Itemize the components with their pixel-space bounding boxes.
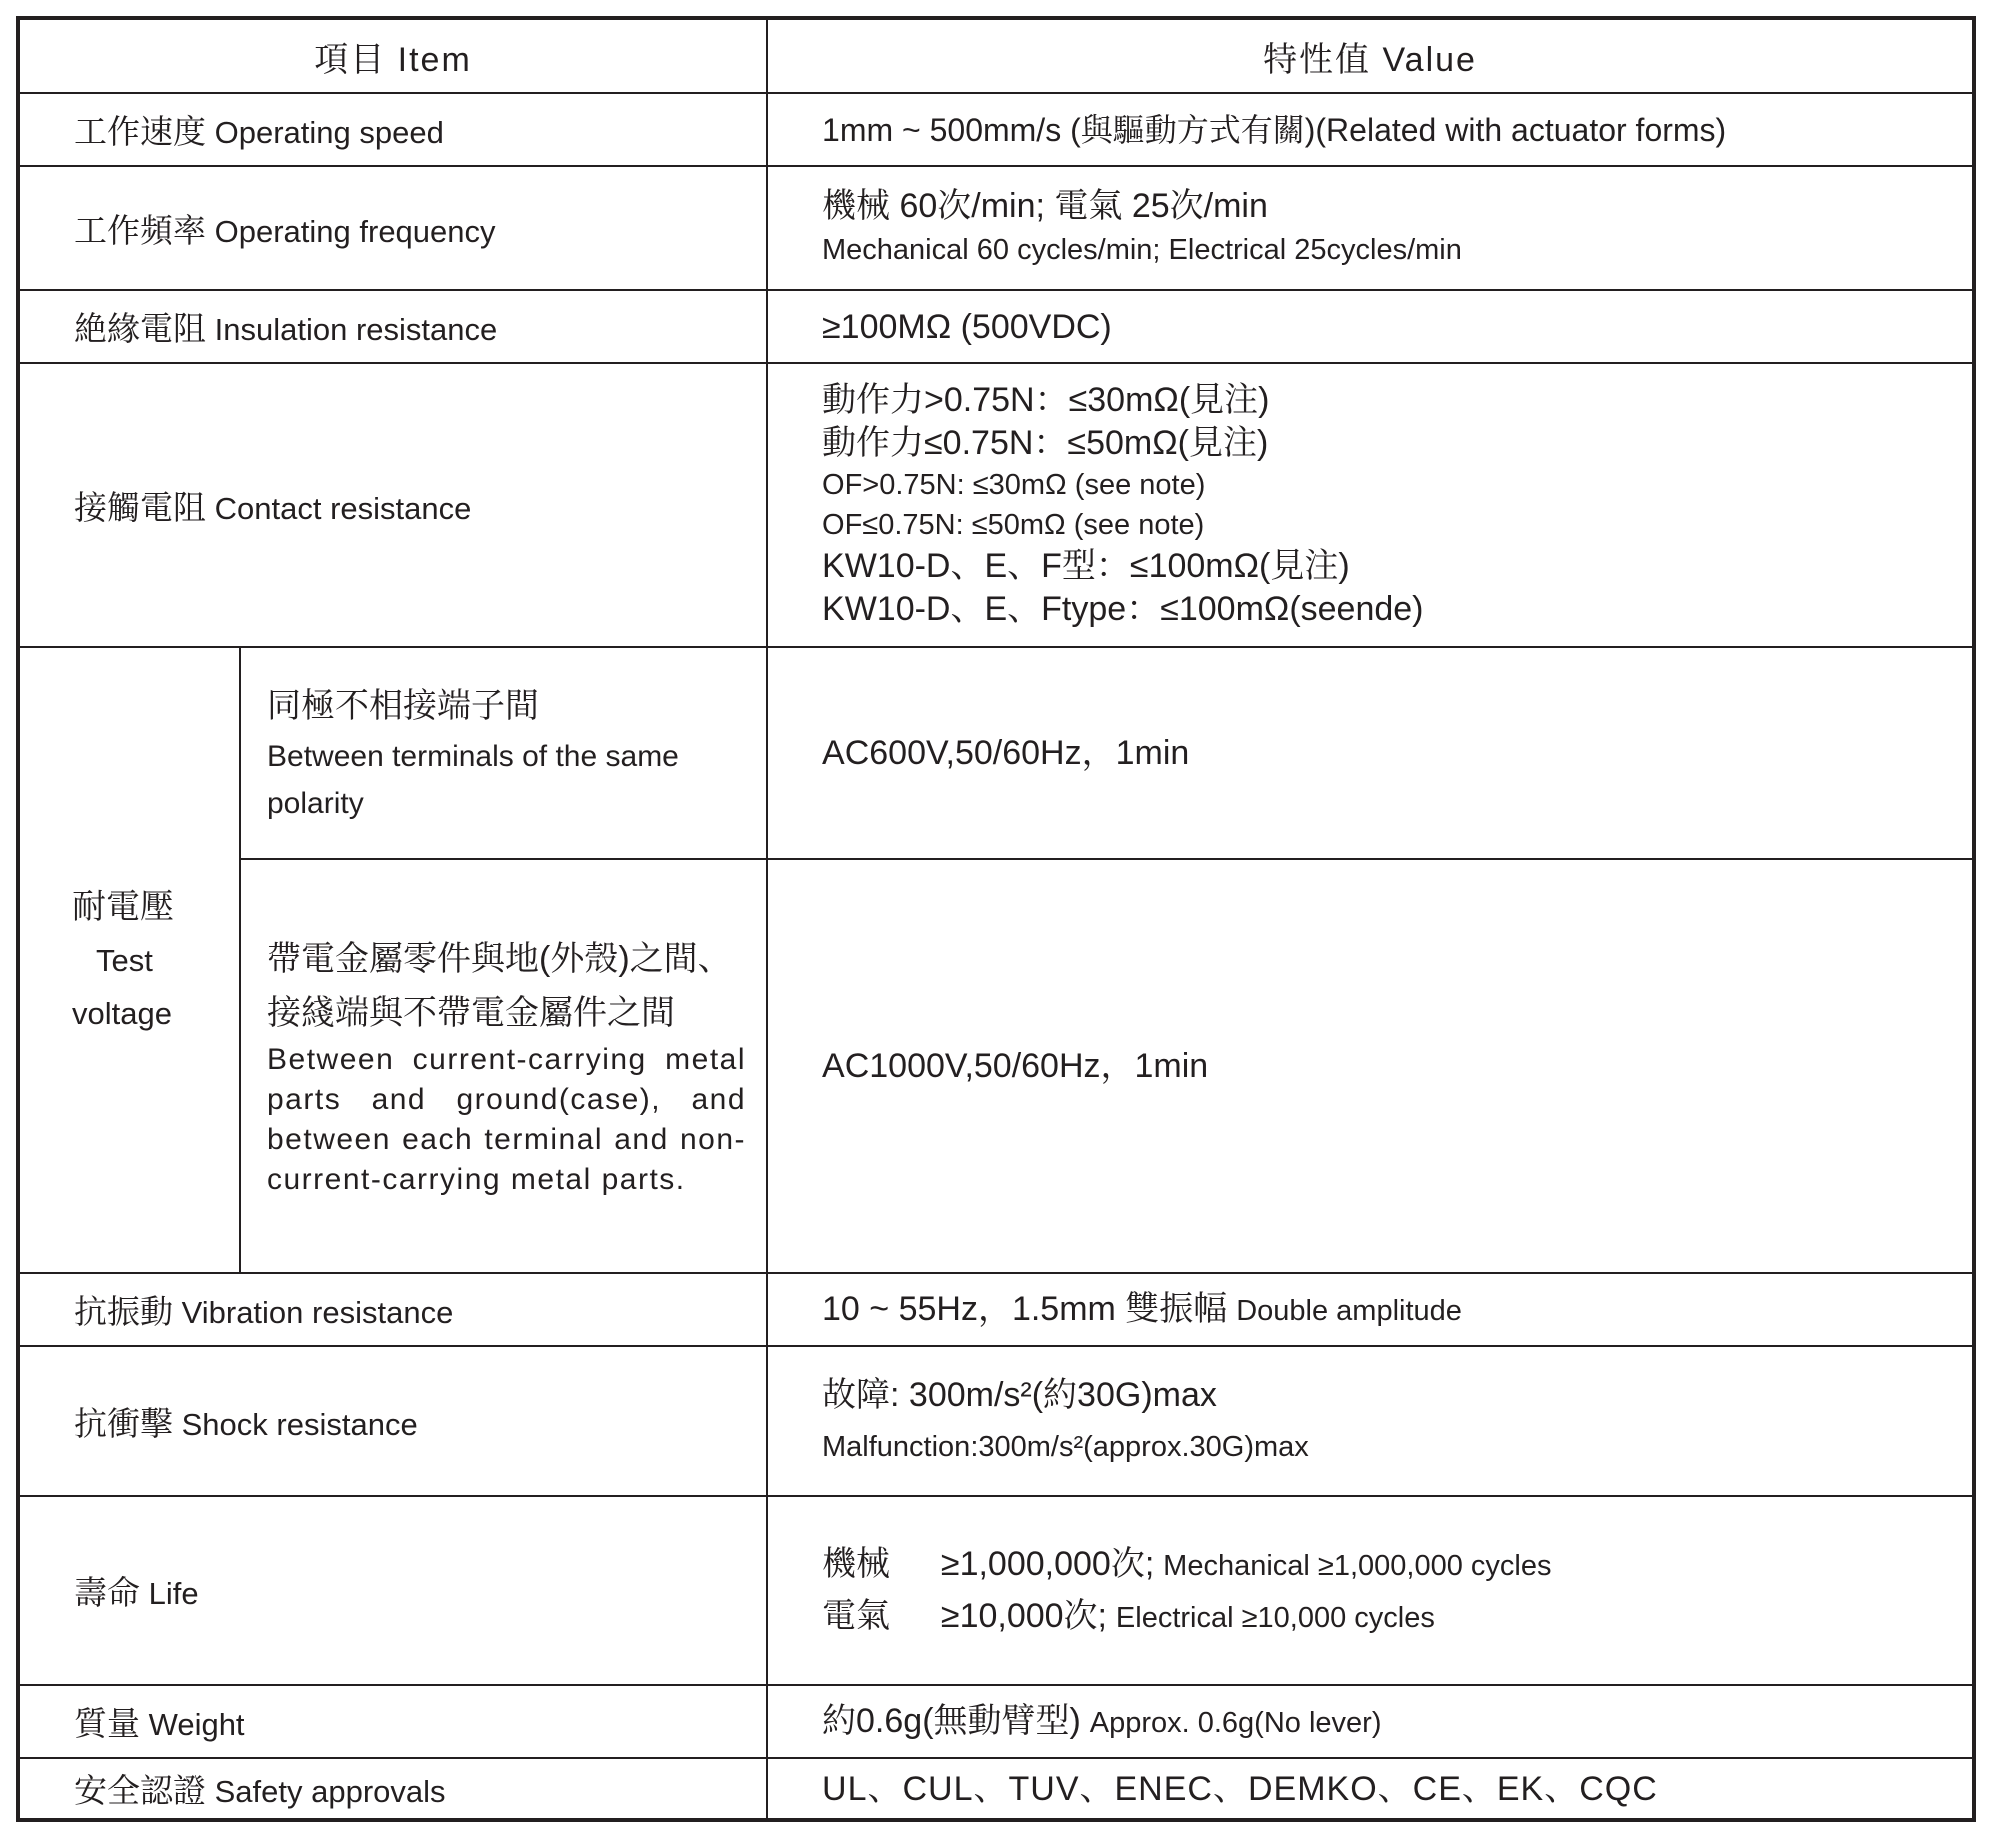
group-label-en: voltage [72,995,172,1031]
sub-item-zh: 接綫端與不帶電金屬件之間 [267,994,675,1032]
table-row [20,363,1972,647]
life-elec-value: ≥10,000次; [940,1596,1108,1635]
item-zh: 安全認證 [74,1772,206,1809]
value-cell [767,859,1972,1273]
value-line: 動作力>0.75N：≤30mΩ(見注) [822,381,1270,419]
item-zh: 抗振動 [74,1293,173,1330]
item-en: Operating frequency [214,213,496,249]
item-zh: 絶緣電阻 [74,310,206,347]
value-text: AC1000V,50/60Hz，1min [822,1047,1209,1085]
item-en: Insulation resistance [214,312,498,347]
item-en: Shock resistance [181,1406,418,1442]
value-line: 動作力≤0.75N：≤50mΩ(見注) [822,424,1269,462]
value-cell [767,290,1972,363]
table-row [20,1758,1972,1818]
value-line: KW10-D、E、F型：≤100mΩ(見注) [822,547,1350,585]
value-cell [767,363,1972,647]
spec-table-frame [16,16,1976,1822]
group-label-zh: 耐電壓 [72,887,174,926]
value-text: ≥100MΩ (500VDC) [822,307,1112,346]
value-cell [767,1758,1972,1818]
item-en: Operating speed [214,115,444,150]
test-voltage-label [20,647,240,1273]
table-row [20,859,1972,1273]
value-zh: 10 ~ 55Hz，1.5mm 雙振幅 [822,1289,1228,1328]
value-en: Malfunction:300m/s²(approx.30G)max [822,1431,1309,1463]
value-text: 1mm ~ 500mm/s (與驅動方式有關)(Related with actuator forms) [822,111,1727,148]
sub-item-cell [240,647,767,859]
item-en: Life [148,1576,199,1611]
header-item: 項目 Item [20,20,767,93]
value-line: OF≤0.75N: ≤50mΩ (see note) [822,509,1205,541]
value-cell [767,647,1972,859]
value-cell [767,1685,1972,1758]
item-zh: 抗衝擊 [74,1404,173,1442]
value-zh: 機械 60次/min; 電氣 25次/min [822,187,1268,225]
value-zh: 故障: 300m/s²(約30G)max [822,1376,1217,1414]
life-elec-label: 電氣 [822,1596,891,1635]
life-mech-value: ≥1,000,000次; [940,1544,1155,1583]
table-row [20,1273,1972,1346]
header-row [20,20,1972,93]
item-zh: 壽命 [74,1574,140,1611]
table-row [20,166,1972,290]
value-zh: 約0.6g(無動臂型) [822,1701,1081,1740]
value-en: Approx. 0.6g(No lever) [1089,1706,1382,1739]
table-row [20,93,1972,166]
item-cell [20,1273,767,1346]
item-cell [20,1758,767,1818]
item-cell [20,1685,767,1758]
table-row [20,1346,1972,1496]
value-cell [767,93,1972,166]
table-row [20,1685,1972,1758]
value-en: Mechanical 60 cycles/min; Electrical 25cycles/min [822,234,1462,266]
sub-item-zh: 同極不相接端子間 [267,687,539,725]
value-line: KW10-D、E、Ftype：≤100mΩ(seende) [822,590,1424,628]
spec-table [20,20,1972,1818]
value-text: UL、CUL、TUV、ENEC、DEMKO、CE、EK、CQC [822,1769,1658,1808]
life-elec-line [822,1591,1972,1643]
item-en: Weight [148,1707,245,1742]
item-en: Safety approvals [214,1774,446,1809]
value-cell [767,1346,1972,1496]
item-cell [20,363,767,647]
item-cell [20,166,767,290]
value-cell [767,1273,1972,1346]
sub-item-en: Between terminals of the same polarity [267,740,679,820]
life-mech-label: 機械 [822,1544,891,1583]
item-cell [20,1496,767,1685]
sub-item-zh: 帶電金屬零件與地(外殼)之間、 [267,940,732,978]
value-cell [767,1496,1972,1685]
table-row [20,290,1972,363]
item-en: Vibration resistance [181,1295,454,1330]
life-mech-en: Mechanical ≥1,000,000 cycles [1163,1549,1552,1582]
life-elec-en: Electrical ≥10,000 cycles [1115,1601,1435,1634]
header-value: 特性值 Value [767,20,1972,93]
sub-item-cell [240,859,767,1273]
item-en: Contact resistance [214,490,472,526]
life-mech-line [822,1539,1972,1591]
sub-item-en: Between current-carrying metal parts and ground(case), and between each terminal and non-current-carrying metal parts. [267,1043,747,1196]
item-zh: 工作速度 [74,113,206,150]
group-label-en: Test [96,942,153,978]
table-row [20,1496,1972,1685]
item-cell [20,290,767,363]
item-cell [20,1346,767,1496]
table-row [20,647,1972,859]
item-zh: 工作頻率 [74,211,206,249]
item-cell [20,93,767,166]
value-text: AC600V,50/60Hz，1min [822,734,1190,772]
value-line: OF>0.75N: ≤30mΩ (see note) [822,469,1206,501]
item-zh: 質量 [74,1705,140,1742]
item-zh: 接觸電阻 [74,488,206,526]
value-en: Double amplitude [1236,1294,1462,1327]
value-cell [767,166,1972,290]
